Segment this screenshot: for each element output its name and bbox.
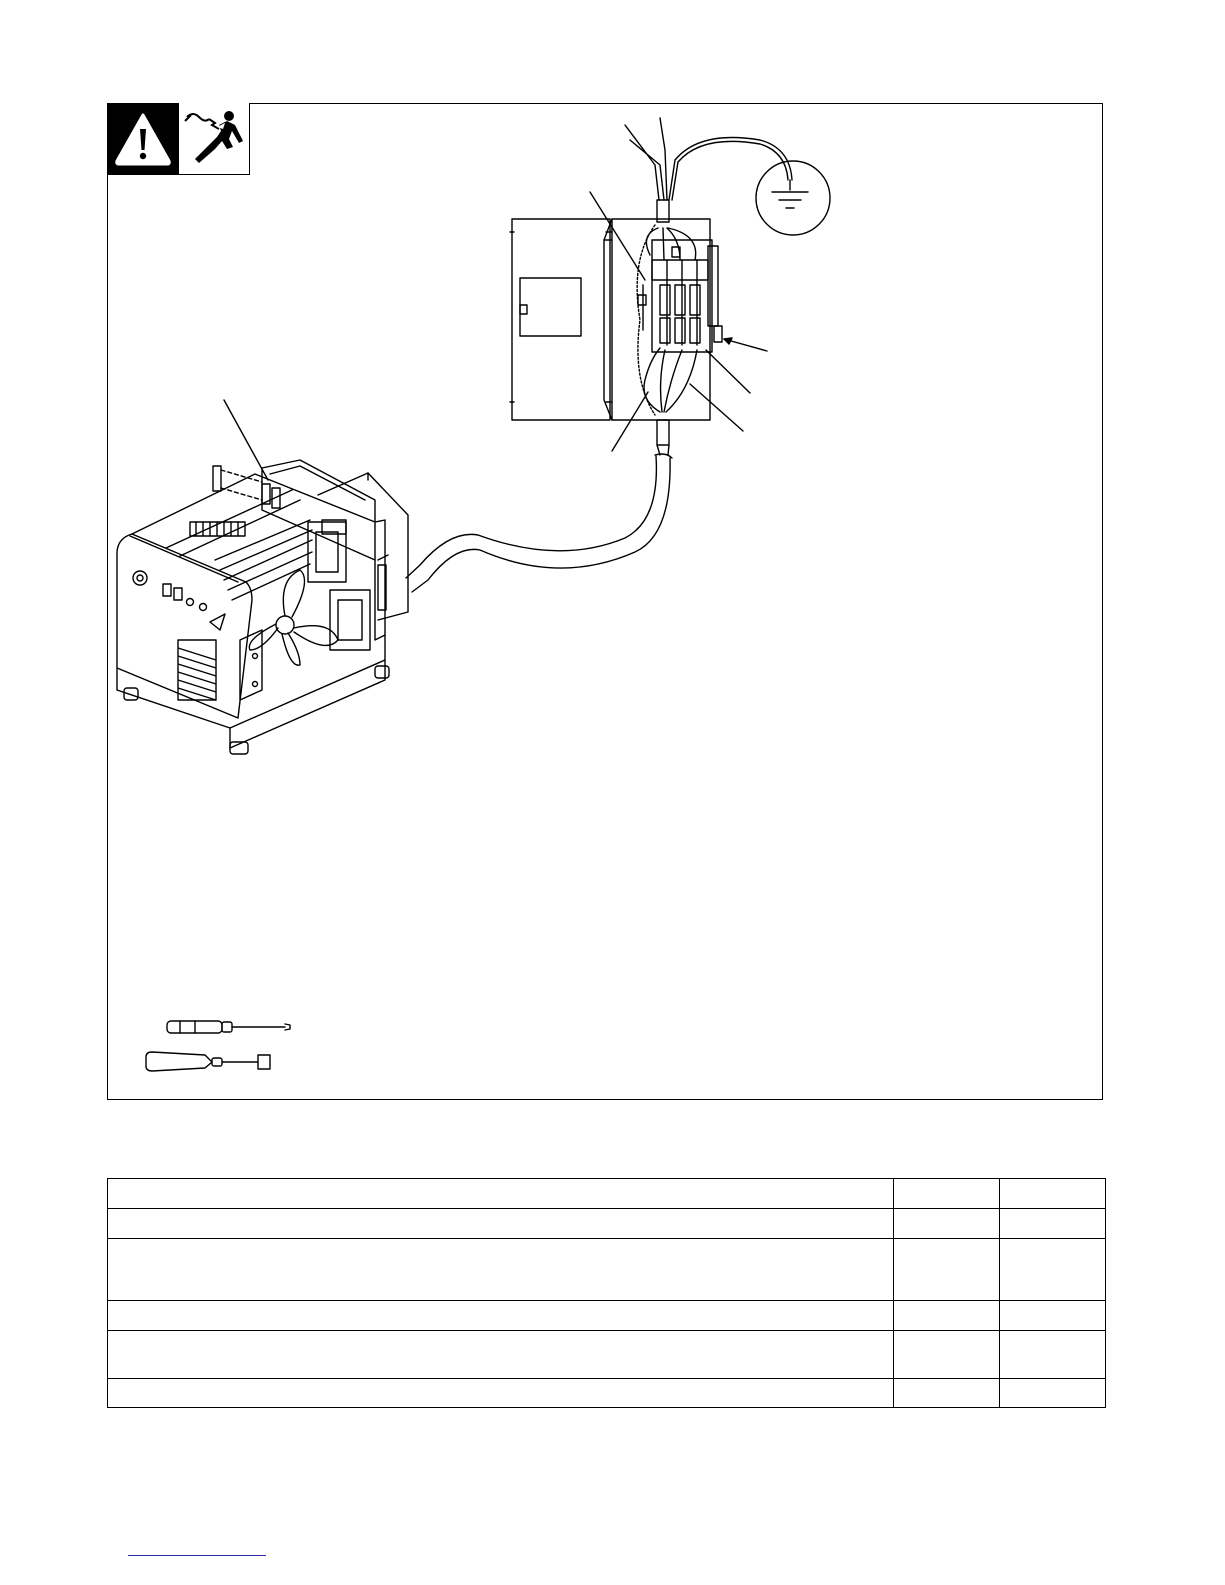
shock-box [179, 103, 250, 175]
table-cell [1000, 1179, 1106, 1209]
table-cell [108, 1179, 894, 1209]
table-cell [108, 1331, 894, 1379]
table-cell [894, 1209, 1000, 1239]
table-cell [894, 1179, 1000, 1209]
table-cell [1000, 1301, 1106, 1331]
table-cell [1000, 1239, 1106, 1301]
hazard-header [107, 103, 250, 175]
table-cell [108, 1239, 894, 1301]
table-cell [894, 1301, 1000, 1331]
table-cell [1000, 1331, 1106, 1379]
table-cell [1000, 1209, 1106, 1239]
footer-link[interactable] [128, 1555, 266, 1556]
table-cell [1000, 1379, 1106, 1408]
table-row [108, 1239, 1106, 1301]
warning-triangle-box [107, 103, 179, 175]
table-cell [108, 1301, 894, 1331]
table-cell [108, 1209, 894, 1239]
table-row [108, 1331, 1106, 1379]
table-row [108, 1379, 1106, 1408]
table-row [108, 1301, 1106, 1331]
table-cell [108, 1379, 894, 1408]
warning-triangle-icon [107, 103, 179, 175]
electric-shock-icon [179, 103, 250, 175]
figure-frame [107, 103, 1103, 1100]
table-cell [894, 1331, 1000, 1379]
table-row [108, 1209, 1106, 1239]
table-cell [894, 1239, 1000, 1301]
spec-table [107, 1178, 1106, 1408]
table-row [108, 1179, 1106, 1209]
table-cell [894, 1379, 1000, 1408]
